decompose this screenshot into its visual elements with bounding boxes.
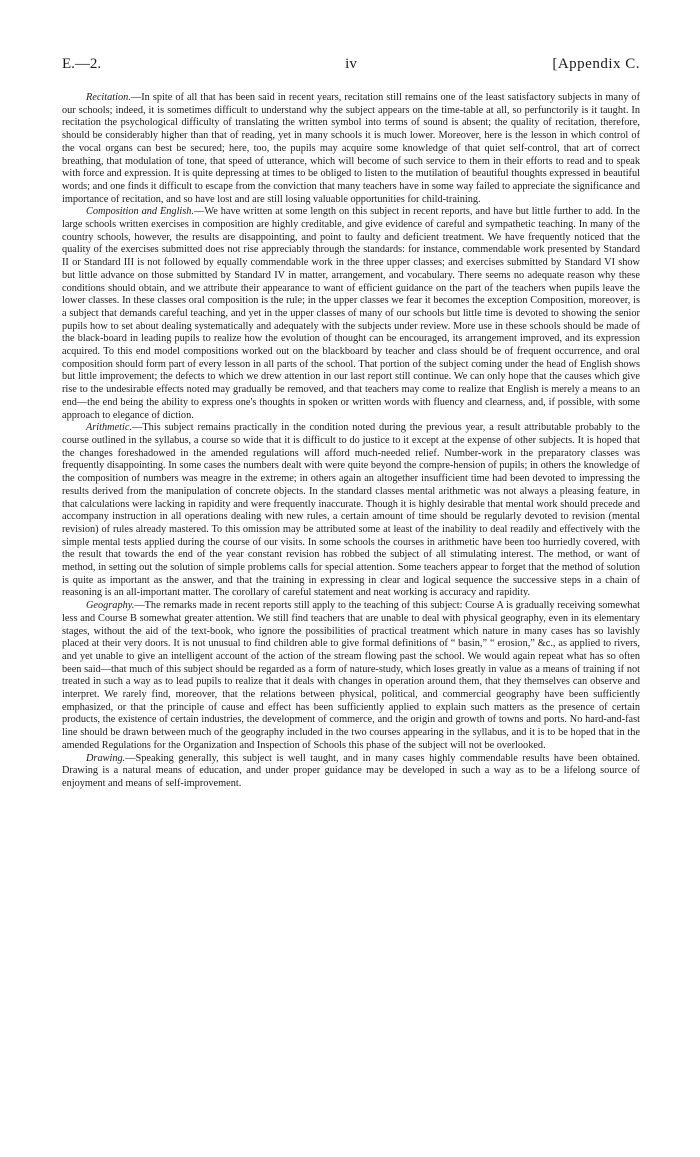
- heading-drawing: Drawing.: [86, 752, 126, 764]
- header-appendix-label: [Appendix C.: [552, 56, 640, 72]
- heading-geography: Geography.: [86, 600, 135, 612]
- page-header: [62, 56, 640, 78]
- text-composition: —We have written at some length on this subject in recent reports, and have but little further to add. In the large schools written exercises in composition are highly creditable, and give evidence of careful and sympathetic teaching. In many of the country schools, however, the results are disappointing, and point to faulty and deficient treatment. We have frequently noticed that the quality of the exercises submitted does not rise appreciably through the standards: for instance, commendable work presented by Standard II or Standard III is not followed by equally commendable work in the three upper classes; and exercises submitted by Standard VI show but little advance on those submitted by Standard IV in matter, arrangement, and vocabulary. There seems no adequate reason why these conditions should obtain, and we attribute their appearance to want of efficient guidance on the part of the teachers when pupils leave the lower classes. In these classes oral composition is the rule; in the upper classes we fear it becomes the exception Composition, moreover, is a subject that demands careful teaching, and yet in the upper classes of many of our schools but little time is devoted to showing the senior pupils how to set about dealing systematically and adequately with the subjects under review. More use in these schools should be made of the black-board in leading pupils to realize how the evolution of thought can be encouraged, its arrangement improved, and its expression acquired. To this end model compositions worked out on the blackboard by teacher and class should be of frequent occurrence, and oral composition should form part of every lesson in all parts of the school. That portion of the subject coming under the head of English shows but little improvement; the defects to which we drew attention in our last report still continue. We can only hope that the causes which give rise to the undesirable effects noted may gradually be removed, and that teachers may come to realize that English is merely a means to an end—the end being the ability to express one's thoughts in spoken or written words with fluency and clearness, and, if possible, with some approach to elegance of diction.: [62, 206, 640, 421]
- text-geography: —The remarks made in recent reports still apply to the teaching of this subject: Course A is gradually receiving somewhat less and Course B somewhat greater attention. We still find teachers that are unable to deal with physical geography, even in its elementary stages, without the aid of the text-book, who ignore the possibilities of practical treatment which nature in many cases has so lavishly placed at their very doors. It is not unusual to find children able to give formal definitions of “ basin,” “ erosion,” &c., as applied to rivers, and yet unable to give an intelligent account of the action of the stream flowing past the school. We would again repeat what has so often been said—that much of this subject should be regarded as a form of nature-study, which loses greatly in value as a means of training if not treated in such a way as to lead pupils to realize that it deals with changes in operation around them, that they themselves can observe and interpret. We rarely find, moreover, that the relations between physical, political, and commercial geography have been sufficiently emphasized, or that the principle of cause and effect has been sufficiently applied to explain such matters as the presence of certain products, the existence of certain industries, the development of commerce, and the origin and growth of towns and ports. No hard-and-fast line should be drawn between much of the geography included in the two courses appearing in the syllabus, and it is to be hoped that in the amended Regulations for the Organization and Inspection of Schools this phase of the subject will not be overlooked.: [62, 600, 640, 751]
- paragraph-drawing: [62, 753, 640, 791]
- text-drawing: —Speaking generally, this subject is well taught, and in many cases highly commendable results have been obtained. Drawing is a natural means of education, and under proper guidance may be developed in such a way as to be a lifelong source of enjoyment and means of self-improvement.: [62, 752, 640, 789]
- paragraph-geography: [62, 600, 640, 752]
- text-recitation: —In spite of all that has been said in recent years, recitation still remains one of the least satisfactory subjects in many of our schools; indeed, it is sometimes difficult to understand why the subject appears on the time-table at all, so perfunctorily is it taught. In recitation the psychological difficulty of translating the written symbol into terms of sound is absent; the quality of recitation, therefore, should be considerably higher than that of reading, yet in many schools it is much lower. Moreover, here is the lesson in which control of the vocal organs can best be secured; here, too, the pupils may acquire some knowledge of that quiet self-control, that art of correct breathing, that modulation of tone, that speed of utterance, which will become of such service to them in their efforts to read and to speak with force and expression. It is quite depressing at times to be obliged to listen to the mutilation of beautiful thoughts expressed in beautiful words; and one finds it difficult to escape from the conviction that many teachers have in some way failed to appreciate the significance and importance of recitation, and so have lost and are still losing valuable opportunities for child-training.: [62, 92, 640, 205]
- heading-recitation: Recitation.: [86, 92, 131, 103]
- header-page-number: iv: [345, 56, 357, 72]
- heading-composition: Composition and English.: [86, 206, 195, 218]
- paragraph-recitation: [62, 92, 640, 206]
- report-body: [62, 92, 640, 791]
- heading-arithmetic: Arithmetic.: [86, 422, 133, 434]
- header-document-code: E.—2.: [62, 56, 102, 72]
- paragraph-arithmetic: [62, 422, 640, 600]
- text-arithmetic: —This subject remains practically in the condition noted during the previous year, a result attributable probably to the course outlined in the syllabus, a course so wide that it is difficult to do justice to it except at the expense of other subjects. It is hoped that the changes foreshadowed in the amended regulations will afford much-needed relief. Number-work in the preparatory classes was frequently disappointing. In some cases the numbers dealt with were quite beyond the compre-hension of pupils; in others the knowledge of the composition of numbers was meagre in the extreme; in others again an altogether insufficient time had been devoted to impressing the results derived from the manipulation of concrete objects. In the standard classes mental arithmetic was not always a pleasing feature, in that calculations were lacking in rapidity and were frequently inaccurate. Though it is highly desirable that mental work should precede and accompany instruction in all operations dealing with new rules, a certain amount of time should be regularly devoted to revision (mental revision) of rules already mastered. To this omission may be attributed some at least of the inability to deal readily and effectively with the simple mental tests applied during the course of our visits. In some schools the courses in arithmetic have been too hurriedly covered, with the result that towards the end of the year constant revision has robbed the subject of all stimulating interest. The method, or want of method, in setting out the solution of simple problems calls for special attention. Some teachers appear to forget that the method of solution is quite as important as the answer, and that the training in expressing in clear and logical sequence the successive steps in a chain of reasoning is an all-important matter. The corollary of careful statement and neat working is accuracy and rapidity.: [62, 422, 640, 599]
- paragraph-composition: [62, 206, 640, 422]
